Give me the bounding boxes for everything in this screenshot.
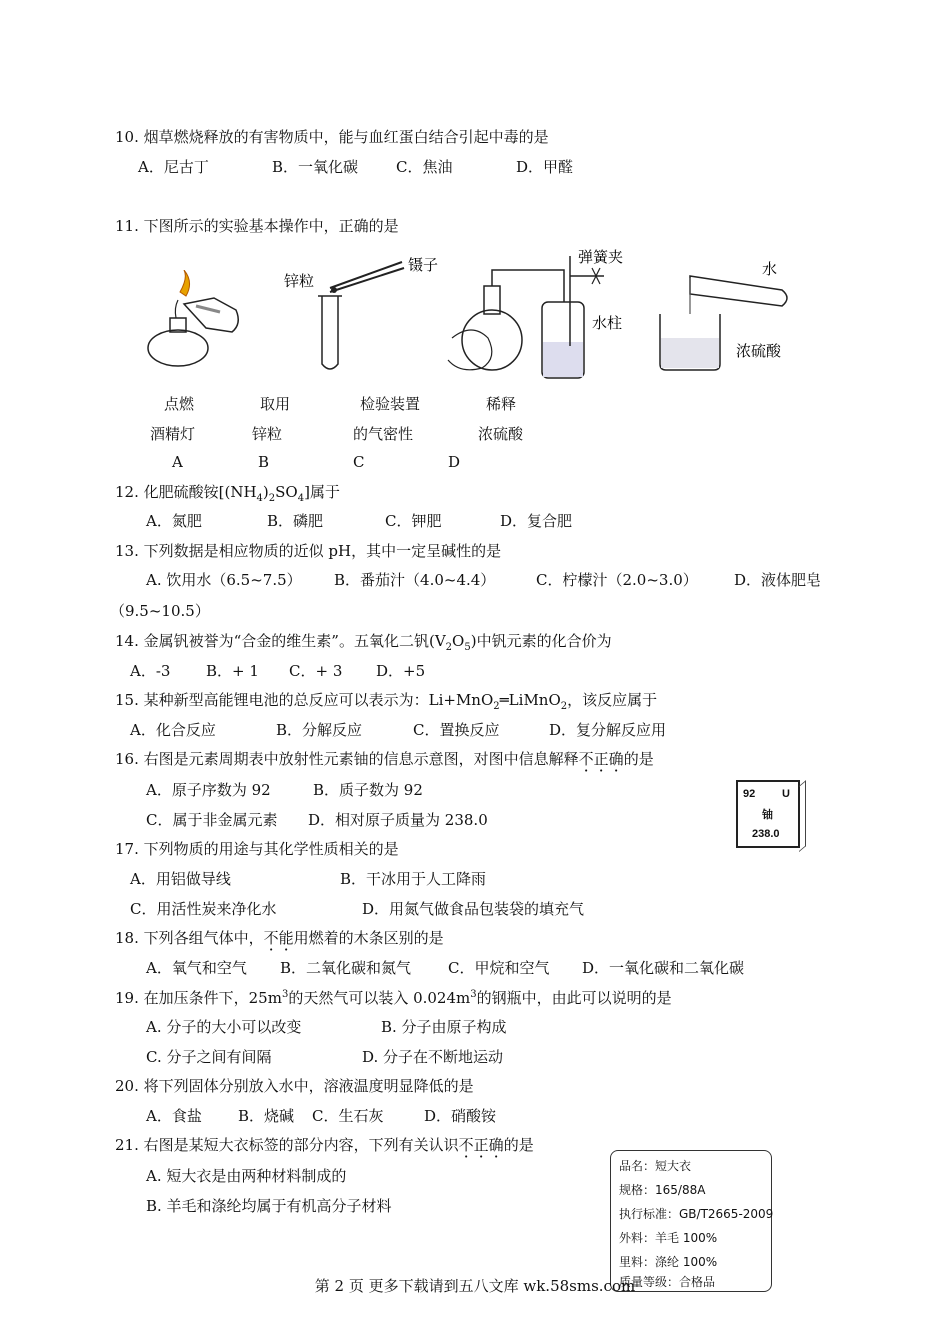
airtightness-figure [444, 246, 634, 386]
q16-option-d: D．相对原子质量为 238.0 [308, 811, 488, 829]
q19-option-c: C. 分子之间有间隔 [146, 1048, 272, 1066]
q18-stem: 18. 下列各组气体中，不能用燃着的木条区别的是 [115, 929, 444, 947]
q15-option-a: A．化合反应 [130, 721, 216, 739]
q15-option-d: D．复分解反应用 [549, 721, 667, 739]
label-row-standard: 执行标准：GB/T2665-2009 [619, 1207, 774, 1221]
label-row-name: 品名：短大衣 [619, 1159, 692, 1173]
q13-option-d-wrap: （9.5~10.5） [110, 602, 210, 620]
q14-option-c: C．+ 3 [289, 662, 343, 680]
q13-option-c: C．柠檬汁（2.0~3.0） [536, 571, 698, 589]
fig-label-tweezers: 镊子 [408, 256, 439, 274]
fig-label-conc-acid: 浓硫酸 [736, 342, 782, 360]
q20-option-d: D．硝酸铵 [424, 1107, 497, 1125]
q15-option-b: B．分解反应 [276, 721, 363, 739]
caption-a-line2: 酒精灯 [150, 425, 196, 443]
q17-option-d: D．用氮气做食品包装袋的填充气 [362, 900, 585, 918]
q21-stem: 21. 右图是某短大衣标签的部分内容，下列有关认识不正确的是 [115, 1136, 534, 1154]
q17-stem: 17. 下列物质的用途与其化学性质相关的是 [115, 840, 399, 858]
q14-option-b: B．+ 1 [206, 662, 259, 680]
q17-option-c: C．用活性炭来净化水 [130, 900, 277, 918]
q14-option-a: A．-3 [130, 662, 171, 680]
q19-stem: 19. 在加压条件下，$25m^3$的天然气可以装入 $0.024m^3$的钢瓶中，由此可以说明的是 [115, 989, 672, 1007]
q14-stem: 14. 金属钒被誉为“合金的维生素”。五氧化二钒$(V_2O_5)$中钒元素的化合价为 [115, 632, 612, 653]
caption-d-line1: 稀释 [486, 395, 517, 413]
label-row-outer: 外料：羊毛 100% [619, 1231, 718, 1245]
q12-option-c: C．钾肥 [385, 512, 442, 530]
element-symbol: U [782, 788, 790, 800]
label-row-lining: 里料：涤纶 100% [619, 1255, 718, 1269]
fig-label-water: 水 [762, 260, 778, 278]
uranium-element-card [736, 780, 800, 848]
q19-option-d: D. 分子在不断地运动 [362, 1048, 504, 1066]
q20-option-a: A．食盐 [146, 1107, 202, 1125]
q18-option-d: D．一氧化碳和二氧化碳 [582, 959, 745, 977]
q14-option-d: D．+5 [376, 662, 426, 680]
q10-option-a: A．尼古丁 [138, 158, 209, 176]
q15-option-c: C．置换反应 [413, 721, 500, 739]
fig-label-zinc: 锌粒 [284, 272, 315, 290]
q18-option-b: B．二氧化碳和氮气 [280, 959, 412, 977]
q21-option-a: A. 短大衣是由两种材料制成的 [146, 1167, 347, 1185]
q18-option-c: C．甲烷和空气 [448, 959, 550, 977]
dilution-figure [652, 254, 822, 374]
q12-option-b: B．磷肥 [267, 512, 324, 530]
caption-a-line1: 点燃 [164, 395, 195, 413]
element-number: 92 [743, 788, 756, 800]
garment-label [610, 1150, 772, 1292]
caption-c-line2: 的气密性 [353, 425, 414, 443]
q17-option-b: B．干冰用于人工降雨 [340, 870, 487, 888]
q16-option-a: A．原子序数为 92 [146, 781, 271, 799]
q10-option-d: D．甲醛 [516, 158, 574, 176]
caption-a-letter: A [172, 453, 183, 471]
q21-option-b: B. 羊毛和涤纶均属于有机高分子材料 [146, 1197, 392, 1215]
fig-label-spring-clip: 弹簧夹 [578, 248, 624, 266]
q13-stem: 13. 下列数据是相应物质的近似 pH，其中一定呈碱性的是 [115, 542, 502, 560]
label-row-grade: 质量等级：合格品 [619, 1275, 716, 1289]
q11-stem: 11. 下图所示的实验基本操作中，正确的是 [115, 217, 399, 235]
q16-stem: 16. 右图是元素周期表中放射性元素铀的信息示意图，对图中信息解释不正确的是 [115, 750, 654, 768]
q16-option-b: B．质子数为 92 [313, 781, 423, 799]
caption-b-line2: 锌粒 [252, 425, 283, 443]
q17-option-a: A．用铝做导线 [130, 870, 231, 888]
caption-d-line2: 浓硫酸 [478, 425, 524, 443]
q19-option-a: A. 分子的大小可以改变 [146, 1018, 302, 1036]
caption-c-letter: C [353, 453, 365, 471]
q13-option-d: D．液体肥皂 [734, 571, 822, 589]
q12-stem: 12. 化肥硫酸铵$[(NH_4)_2SO_4]$属于 [115, 483, 340, 504]
element-mass: 238.0 [752, 828, 780, 840]
test-tube-figure [282, 252, 452, 382]
q20-option-b: B．烧碱 [238, 1107, 295, 1125]
caption-b-letter: B [258, 453, 270, 471]
q16-option-c: C．属于非金属元素 [146, 811, 278, 829]
alcohol-lamp-figure [140, 270, 250, 380]
q12-option-a: A．氮肥 [146, 512, 202, 530]
caption-d-letter: D [448, 453, 461, 471]
q19-option-b: B. 分子由原子构成 [381, 1018, 507, 1036]
q15-stem: 15. 某种新型高能锂电池的总反应可以表示为：Li+MnO$_2$═LiMnO$_2$，该反应属于 [115, 691, 658, 712]
element-name: 铀 [762, 809, 773, 821]
q10-option-b: B．一氧化碳 [272, 158, 359, 176]
q12-option-d: D．复合肥 [500, 512, 573, 530]
q13-option-b: B．番茄汁（4.0~4.4） [334, 571, 496, 589]
caption-b-line1: 取用 [260, 395, 291, 413]
caption-c-line1: 检验装置 [360, 395, 421, 413]
q20-option-c: C．生石灰 [312, 1107, 384, 1125]
q13-option-a: A. 饮用水（6.5~7.5） [146, 571, 302, 589]
q10-option-c: C．焦油 [396, 158, 453, 176]
q10-stem: 10. 烟草燃烧释放的有害物质中，能与血红蛋白结合引起中毒的是 [115, 128, 549, 146]
page-footer: 第 2 页 更多下载请到五八文库 wk.58sms.com [314, 1277, 636, 1295]
q20-stem: 20. 将下列固体分别放入水中，溶液温度明显降低的是 [115, 1077, 474, 1095]
fig-label-water-column: 水柱 [592, 314, 623, 332]
q18-option-a: A．氧气和空气 [146, 959, 247, 977]
label-row-size: 规格：165/88A [619, 1183, 706, 1197]
